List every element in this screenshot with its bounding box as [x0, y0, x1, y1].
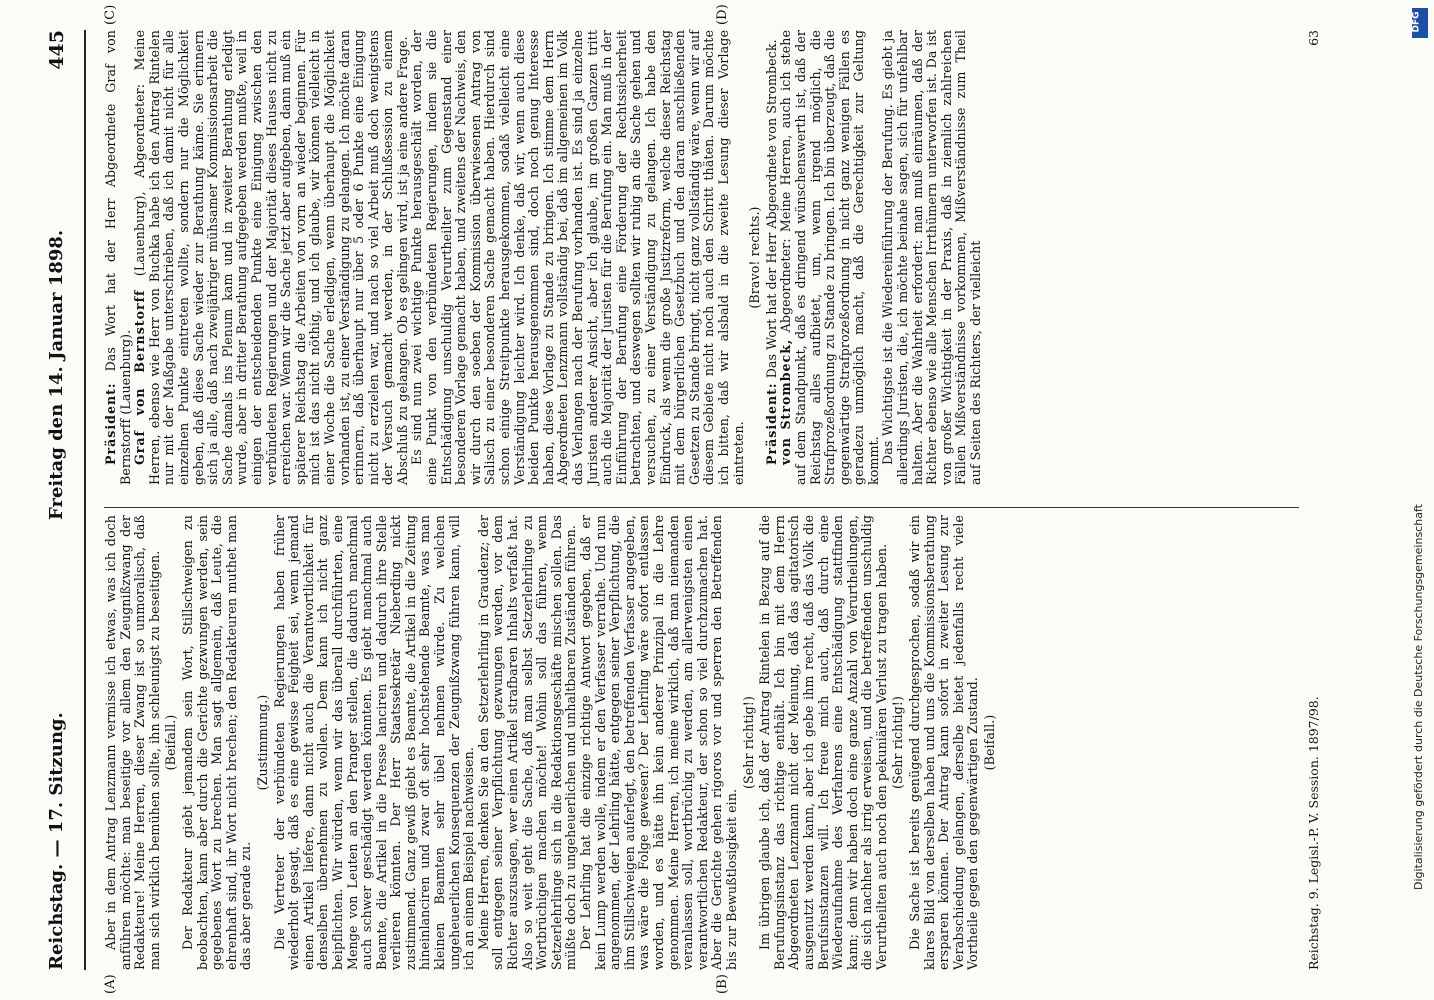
dfg-logo-text: DFG — [1411, 11, 1422, 33]
left-column — [103, 515, 1000, 994]
speech-text: Abgeordneter: Meine Herren, auch ich stehe auf dem Standpunkt, daß es dringend wünschenswerth ist, daß der Reichstag alles aufbietet, um, wenn irgend möglich, die Strafprozeßordnung zu Stande zu bringen. Ich bin überzeugt, daß die gegenwärtige Strafprozeßordnung in nicht ganz wenigen Fällen es geradezu unmöglich macht, daß die Gerechtigkeit zur Geltung kommt. — [778, 29, 881, 485]
interjection: (Bravo! rechts.) — [747, 206, 763, 309]
interjection: (Sehr richtig!) — [890, 696, 906, 789]
paragraph: Die Sache ist bereits genügend durchgesprochen, sodaß wir ein klares Bild von derselben haben und uns die Kommissionsberathung ersparen können. Der Antrag kann sofort in zweiter Lesung zur Verabschiedung gelangen, derselbe bietet jedenfalls recht viele Vortheile gegen den gegenwärtigen Zustand. — [907, 515, 981, 970]
margin-marker-b: (B) — [715, 974, 730, 994]
page-number: 445 — [46, 30, 68, 70]
speaker-name: Präsident: — [103, 382, 118, 465]
speech-text: Das Wort hat der Herr Abgeordnete von Strombeck. — [763, 39, 779, 379]
margin-marker-d: (D) — [715, 4, 730, 25]
speaker-name: Graf von Bernstorff — [132, 289, 148, 465]
paragraph: Der Lehrling hat die einzige richtige Antwort gegeben, daß er kein Lump werden wolle, indem er den Verfasser verrathe. Und nun angenommen, der Lehrling hätte, entgegen seiner Verpflichtung, die ihm Stillschweigen auferlegt, den betreffenden Verfasser angegeben, was wäre die Folge gewesen? Der Lehrling wäre sofort entlassen worden, und es hätte ihn kein anderer Prinzipal in die Lehre genommen. Meine Herren, ich meine wirklich, daß man niemanden veranlassen soll, wortbrüchig zu werden, am allerwenigsten einen verantwortlichen Redakteur, der schon so viel durchzumachen hat. Aber die Gerichte gehen rigoros vor und sperren den Betreffenden bis zur Bewußtlosigkeit ein. — [578, 515, 739, 970]
footer-session-info: Reichstag. 9. Legisl.-P. V. Session. 1897/98. — [1306, 696, 1321, 970]
margin-marker-a: (A) — [103, 974, 118, 994]
header-date: Freitag den 14. Januar 1898. — [46, 229, 67, 520]
interjection: (Sehr richtig!) — [740, 696, 756, 789]
page-header — [40, 30, 80, 970]
paragraph — [765, 30, 780, 485]
header-session: Reichstag. — 17. Sitzung. — [46, 712, 67, 970]
speaker-name: von Strombeck, — [778, 338, 794, 465]
paragraph — [779, 30, 881, 485]
interjection: (Beifall.) — [163, 714, 179, 771]
paragraph: Im übrigen glaube ich, daß der Antrag Rintelen in Bezug auf die Berufungsinstanz das richtige enthält. Ich bin mit dem Herrn Abgeordneten Lenzmann nicht der Meinung, daß das agitatorisch ausgenutzt werden kann, aber ich gebe ihm recht, daß das Volk die Berufsinstanzen will. Ich freue mich auch, daß durch eine Wiederaufnahme des Verfahrens eine Entschädigung stattfinden kann; denn wir haben doch eine ganze Anzahl von Verurtheilungen, die sich nachher als irrig erweisen, und die betreffenden unschuldig Verurtheilten auch noch den pekuniären Verlust zu tragen haben. — [757, 515, 889, 970]
speaker-name: Präsident: — [763, 382, 779, 465]
header-rule — [84, 30, 86, 970]
signature-number: 63 — [1306, 30, 1321, 46]
interjection: (Beifall.) — [982, 714, 998, 771]
paragraph: Das Wichtigste ist die Wiedereinführung der Berufung. Es giebt ja allerdings Juristen, die, ich möchte beinahe sagen, sich für unfehlbar halten. Aber die Wahrheit erfordert: man muß einräumen, daß der Richter ebenso wie alle Menschen Irrthümern unterworfen ist. Da ist von großer Wichtigkeit in der Praxis, daß in ziemlich zahlreichen Fällen Mißverständnisse vorkommen, Mißverständnisse zum Theil auf Seiten des Richters, der vielleicht — [880, 30, 984, 485]
margin-marker-c: (C) — [103, 4, 118, 25]
paragraph: Die Vertreter der verbündeten Regierungen haben früher wiederholt gesagt, daß es eine gewisse Feigheit sei, wenn jemand einen Artikel liefere, dann nicht auch die Verantwortlichkeit für denselben übernehmen zu wollen. Dem kann ich nicht ganz beipflichten. Wir würden, wenn wir das überall durchführten, eine Menge von Leuten an den Pranger stellen, die dadurch manchmal auch schwer geschädigt werden könnten. Es giebt manchmal auch Beamte, die Artikel in die Presse lanciren und dadurch ihre Stelle verlieren könnten. Der Herr Staatssekretär Nieberding nickt zustimmend. Ganz gewiß giebt es Beamte, die Artikel in die Zeitung hineinlanciren und zwar oft sehr hochstehende Beamte, was man kleinen Beamten sehr übel nehmen würde. Zu welchen ungeheuerlichen Konsequenzen der Zeugnißzwang führen kann, will ich an einem Beispiel nachweisen. — [271, 515, 477, 970]
right-column — [103, 4, 984, 485]
digitization-credit — [1408, 10, 1432, 980]
interjection: (Zustimmung.) — [254, 694, 270, 791]
column-divider — [104, 507, 1299, 508]
paragraph — [104, 30, 133, 485]
speech-text: Das Wort hat der Herr Abgeordnete Graf von Bernstorff (Lauenburg). — [103, 30, 133, 485]
speech-text: (Lauenburg), Abgeordneter: Meine Herren, ebenso wie Herr von Buchka habe ich den Antrag Rintelen nur mit der Maßgabe unterschrieben, daß ich damit nicht für alle einzelnen Punkte eintreten wollte, sondern nur die Möglichkeit geben, daß diese Sache wieder zur Berathung käme. Sie erinnern sich ja alle, daß nach zweijähriger mühsamer Kommissionsarbeit die Sache damals ins Plenum kam und in zweiter Berathung erledigt wurde, aber in dritter Berathung aufgegeben werden mußte, weil in einigen der entscheidenden Punkte eine Einigung zwischen den verbündeten Regierungen und der Majorität dieses Hauses nicht zu erreichen war. Wenn wir die Sache jetzt aber aufgeben, dann muß ein späterer Reichstag die Arbeiten von vorn an wieder beginnen. Für mich ist das nicht nöthig, und ich glaube, wir können vielleicht in einer Woche die Sache erledigen, wenn überhaupt die Möglichkeit vorhanden ist, zu einer Verständigung zu gelangen. Ich möchte daran erinnern, daß überhaupt nur über 5 oder 6 Punkte eine Einigung nicht zu erzielen war, und nach so viel Arbeit muß doch wenigstens der Versuch gemacht werden, in der Schlußsession zu einem Abschluß zu gelangen. Ob es gelingen wird, ist ja eine andere Frage. — [132, 29, 410, 485]
paragraph — [133, 30, 410, 485]
credit-text: Digitalisierung gefördert durch die Deutsche Forschungsgemeinschaft — [1412, 504, 1425, 890]
paragraph: Der Redakteur giebt jemandem sein Wort, Stillschweigen zu beobachten, kann aber durch die Gerichte gezwungen werden, sein gegebenes Wort zu brechen. Man sagt allgemein, daß Leute, die ehrenhaft sind, ihr Wort nicht brechen; den Redakteuren muthet man das aber gerade zu. — [179, 515, 254, 970]
paragraph: Aber in dem Antrag Lenzmann vermisse ich etwas, was ich doch anführen möchte: man beseitige vor allem den Zeugnißzwang der Redakteure! Meine Herren, dieser Zwang ist so unmoralisch, daß man sich wirklich bemühen sollte, ihn schleunigst zu beseitigen. — [103, 515, 162, 970]
paragraph: Es sind nun zwei wichtige Punkte herausgeschält worden, der eine Punkt von den verbündeten Regierungen, indem sie die Entschädigung unschuldig Verurtheilter zum Gegenstand einer besonderen Vorlage gemacht haben, und zweitens der Nachweis, den wir durch den soeben der Kommission überwiesenen Antrag von Salisch zu einer besonderen Sache gemacht haben. Hierdurch sind schon einige Streitpunkte herausgekommen, sodaß vielleicht eine Verständigung leichter wird. Ich denke, daß wir, wenn auch diese beiden Punkte herausgenommen sind, doch noch genug Interesse haben, diese Vorlage zu Stande zu bringen. Ich stimme dem Herrn Abgeordneten Lenzmann vollständig bei, daß im allgemeinen im Volk das Verlangen nach der Berufung vorhanden ist. Es sind ja einzelne Juristen anderer Ansicht, aber ich glaube, im großen Ganzen tritt auch die Majorität der Juristen für die Berufung ein. Man muß in der Einführung der Berufung eine Förderung der Rechtssicherheit betrachten, und deswegen sollten wir ruhig an die Sache gehen und versuchen, zu einer Verständigung zu gelangen. Ich habe den Eindruck, als wenn die große Justizreform, welche dieser Reichstag mit dem bürgerlichen Gesetzbuch und den daran anschließenden Gesetzen zu Stande bringt, nicht ganz vollständig wäre, wenn wir auf diesem Gebiete nicht noch auch den Schritt thäten. Darum möchte ich bitten, daß wir alsbald in die zweite Lesung dieser Vorlage eintreten. — [409, 30, 746, 485]
page-footer-right — [1306, 30, 1321, 485]
paragraph: Meine Herren, denken Sie an den Setzerlehrling in Graudenz; der soll entgegen seiner Verpflichtung gezwungen werden, vor dem Richter auszusagen, wer einen Artikel strafbaren Inhalts verfaßt hat. Also so weit geht die Sache, daß man selbst Setzerlehrlinge zu Wortbrüchigen machen möchte! Wohin soll das führen, wenn Setzerlehrlinge sich in die Redaktionsgeschäfte mischen sollen. Das müßte doch zu ungeheuerlichen und unhaltbaren Zuständen führen. — [475, 515, 579, 970]
